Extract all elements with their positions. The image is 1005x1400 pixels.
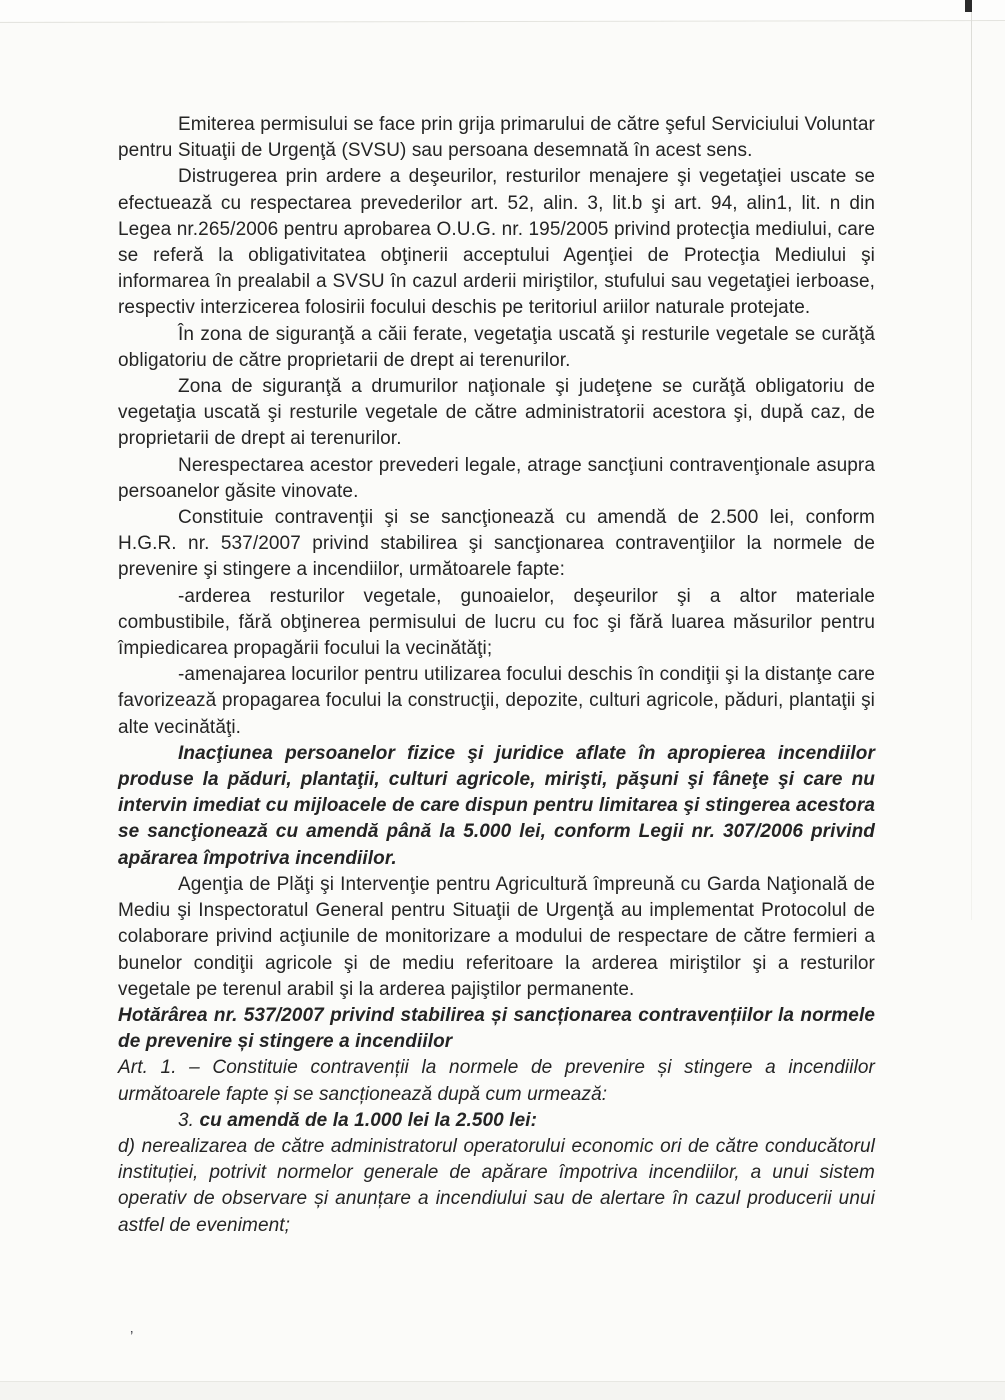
scan-artifact-mark: ’: [130, 1328, 134, 1345]
paragraph-number: 3.: [178, 1109, 200, 1131]
paragraph: Distrugerea prin ardere a deşeurilor, resturilor menajere şi vegetaţiei uscate se efectuează cu respectarea prevederilor art. 52, alin. 3, lit.b şi art. 94, alin1, lit. n din Legea nr.265/2006 pentru aprobarea O.U.G. nr. 195/2005 privind protecţia mediului, care se referă la obligativitatea obţinerii acceptului Agenţiei de Protecţia Mediului şi informarea în prealabil a SVSU în cazul arderii miriştilor, stufului sau vegetaţiei ierboase, respectiv interzicerea folosirii focului deschis pe teritoriul ariilor naturale protejate.: [118, 166, 875, 319]
paragraph: [118, 1108, 875, 1134]
paragraph: Emiterea permisului se face prin grija primarului de către şeful Serviciului Voluntar pentru Situaţii de Urgenţă (SVSU) sau persoana desemnată în acest sens.: [118, 114, 875, 162]
paragraph: Inacţiunea persoanelor fizice şi juridice aflate în apropierea incendiilor produse la păduri, plantaţii, culturi agricole, mirişti, păşuni şi fâneţe şi care nu intervin imediat cu mijloacele de care dispun pentru limitarea şi stingerea acestora se sancţionează cu amendă până la 5.000 lei, conform Legii nr. 307/2006 privind apărarea împotriva incendiilor.: [118, 742, 875, 869]
paragraph: d) nerealizarea de către administratorul operatorului economic ori de către conducătorul instituției, potrivit normelor generale de apărare împotriva incendiilor, a unui sistem operativ de observare și anunțare a incendiului sau de alertare în cazul producerii unui astfel de eveniment;: [118, 1135, 875, 1236]
scan-artifact-tick: [965, 0, 972, 12]
paragraph: Constituie contravenţii şi se sancţionează cu amendă de 2.500 lei, conform H.G.R. nr. 537/2007 privind stabilirea şi sancţionarea contravenţiilor la normele de prevenire şi stingere a incendiilor, următoarele fapte:: [118, 507, 875, 581]
paragraph: Hotărârea nr. 537/2007 privind stabilirea și sancționarea contravențiilor la normele de prevenire și stingere a incendiilor: [118, 1004, 875, 1053]
paragraph: Zona de siguranţă a drumurilor naţionale şi judeţene se curăţă obligatoriu de vegetaţia uscată şi resturile vegetale de către administratorii acestora şi, după caz, de proprietarii de drept ai terenurilor.: [118, 376, 875, 450]
paragraph: -arderea resturilor vegetale, gunoaielor, deşeurilor şi a altor materiale combustibile, fără obţinerea permisului de lucru cu foc şi fără luarea măsurilor pentru împiedicarea propagării focului la vecinătăţi;: [118, 585, 875, 660]
paragraph: În zona de siguranţă a căii ferate, vegetaţia uscată şi resturile vegetale se curăţă obligatoriu de către proprietarii de drept ai terenurilor.: [118, 323, 875, 371]
paragraph: Art. 1. – Constituie contravenții la normele de prevenire și stingere a incendiilor următoarele fapte și se sancționează după cum urmează:: [118, 1057, 875, 1105]
paragraph: -amenajarea locurilor pentru utilizarea focului deschis în condiţii şi la distanţe care favorizează propagarea focului la construcţii, depozite, culturi agricole, păduri, plantaţii şi alte vecinătăţi.: [118, 664, 875, 738]
paragraph: Agenţia de Plăţi şi Intervenţie pentru Agricultură împreună cu Garda Naţională de Mediu şi Inspectoratul General pentru Situaţii de Urgenţă au implementat Protocolul de colaborare privind acţiunile de monitorizare a modului de respectare de către fermieri a bunelor condiţii agricole şi de mediu referitoare la arderea miriştilor şi a resturilor vegetale pe terenul arabil şi la arderea pajiştilor permanente.: [118, 873, 875, 1000]
scan-edge-bottom-strip: [0, 1382, 1005, 1400]
document-text: [118, 112, 875, 1239]
paragraph-text: cu amendă de la 1.000 lei la 2.500 lei:: [199, 1109, 538, 1131]
scan-edge-top-strip: [0, 0, 1005, 21]
scan-edge-right-line: [971, 0, 972, 920]
paragraph: Nerespectarea acestor prevederi legale, atrage sancţiuni contravenţionale asupra persoanelor găsite vinovate.: [118, 454, 875, 502]
